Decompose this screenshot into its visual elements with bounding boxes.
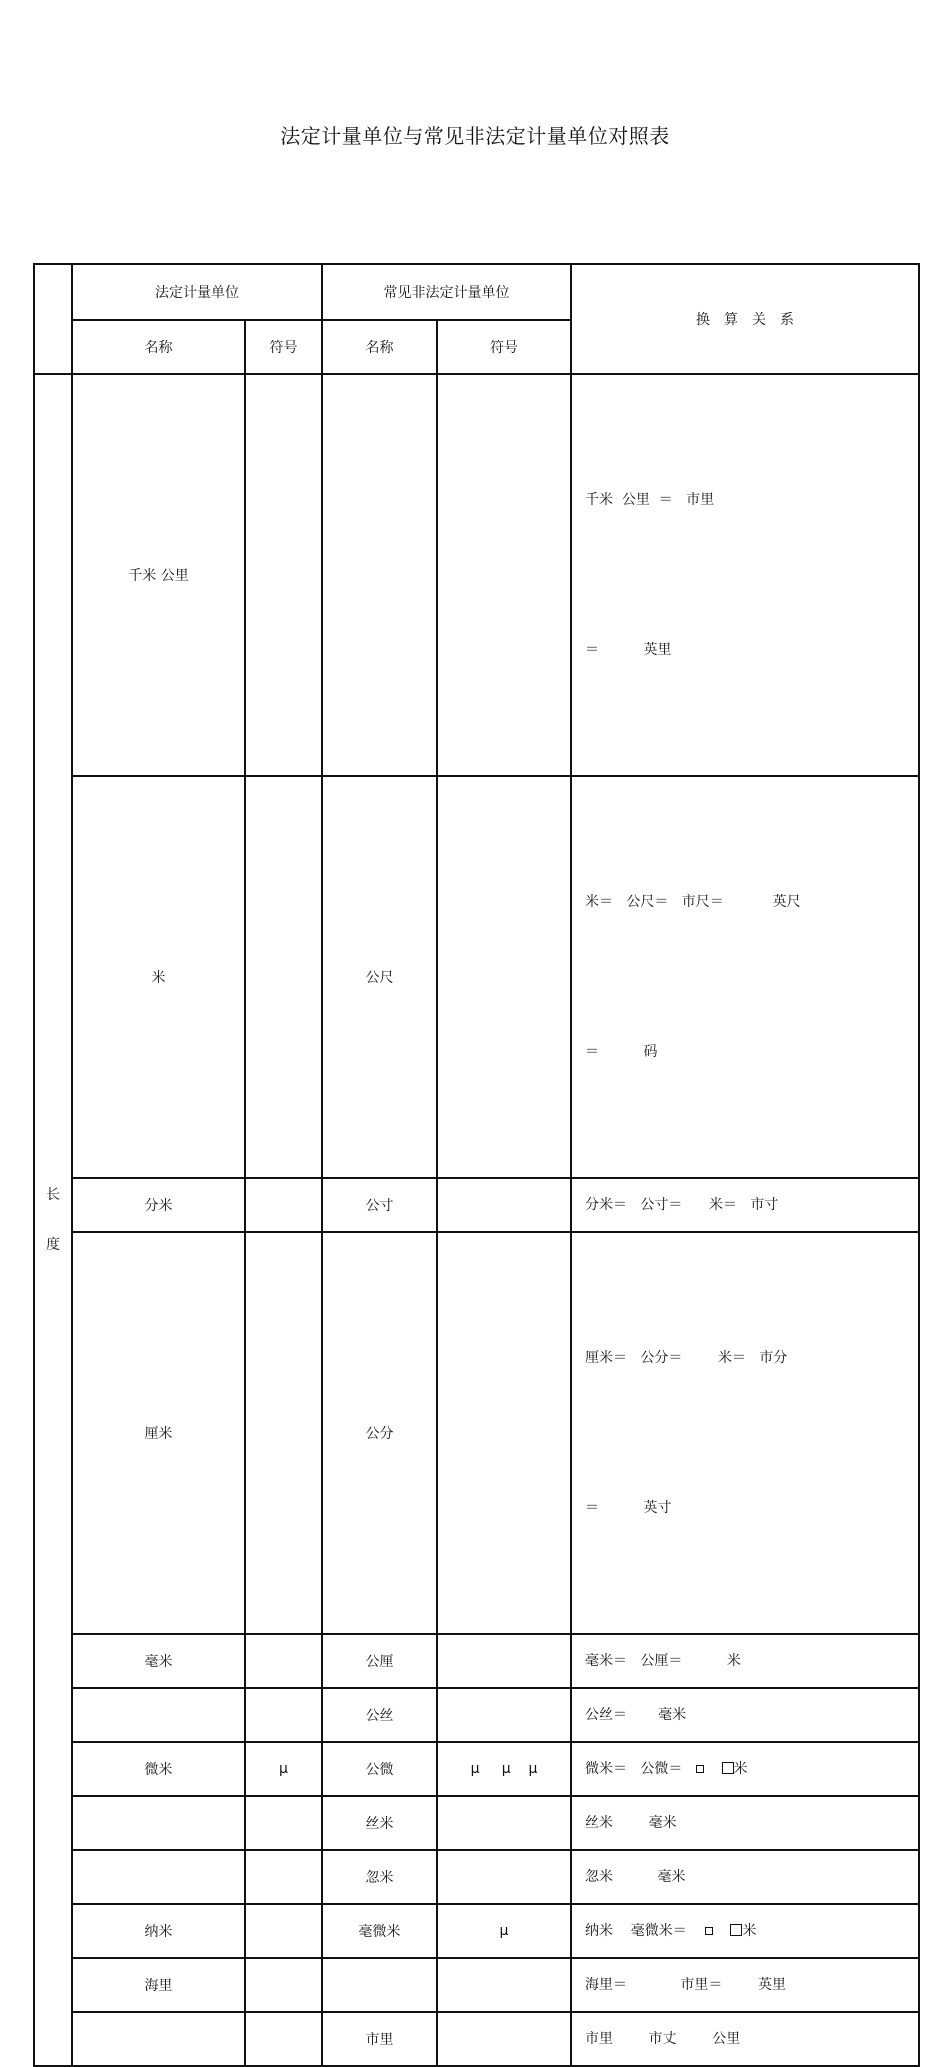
conversion-line: 米＝ 公尺＝ 市尺＝ 英尺 <box>585 894 801 910</box>
nonlegal-name: 公寸 <box>322 1178 437 1232</box>
legal-symbol <box>245 776 322 1178</box>
legal-symbol-header: 符号 <box>245 320 322 374</box>
nonlegal-name <box>322 374 437 776</box>
legal-name <box>72 1688 245 1742</box>
nonlegal-units-header: 常见非法定计量单位 <box>322 264 571 320</box>
table-row <box>34 1958 919 2012</box>
nonlegal-symbol <box>437 1634 571 1688</box>
nonlegal-symbol <box>437 2012 571 2066</box>
nonlegal-symbol: μ <box>437 1904 571 1958</box>
nonlegal-name <box>322 1958 437 2012</box>
nonlegal-symbol <box>437 374 571 776</box>
legal-name: 米 <box>72 776 245 1178</box>
legal-name <box>72 1850 245 1904</box>
conversion-line: ＝ 码 <box>585 1044 658 1060</box>
conversion-cell: 海里＝ 市里＝ 英里 <box>571 1958 919 2012</box>
conversion-cell <box>571 1232 919 1634</box>
category-header-cell <box>34 264 72 374</box>
nonlegal-name: 公分 <box>322 1232 437 1634</box>
conversion-cell: 公丝＝ 毫米 <box>571 1688 919 1742</box>
conversion-text: 纳米 毫微米＝ <box>585 1923 687 1939</box>
conversion-line: ＝ 英寸 <box>585 1500 672 1516</box>
placeholder-square-icon <box>696 1765 704 1773</box>
placeholder-square-icon <box>705 1927 713 1935</box>
table-row <box>34 374 919 776</box>
nonlegal-name: 忽米 <box>322 1850 437 1904</box>
conversion-cell: 分米＝ 公寸＝ 米＝ 市寸 <box>571 1178 919 1232</box>
nonlegal-name: 公尺 <box>322 776 437 1178</box>
category-char: 长 <box>46 1187 60 1203</box>
nonlegal-symbol <box>437 1796 571 1850</box>
nonlegal-name: 丝米 <box>322 1796 437 1850</box>
legal-name: 厘米 <box>72 1232 245 1634</box>
conversion-cell: 丝米 毫米 <box>571 1796 919 1850</box>
legal-name: 毫米 <box>72 1634 245 1688</box>
table-row <box>34 1178 919 1232</box>
table-row <box>34 1796 919 1850</box>
table-row <box>34 1904 919 1958</box>
nonlegal-symbol <box>437 1958 571 2012</box>
table-row <box>34 1742 919 1796</box>
legal-symbol <box>245 1958 322 2012</box>
conversion-cell <box>571 1904 919 1958</box>
conversion-text: 微米＝ 公微＝ <box>585 1761 683 1777</box>
legal-symbol: μ <box>245 1742 322 1796</box>
header-row-1 <box>34 264 919 320</box>
legal-symbol <box>245 1796 322 1850</box>
legal-name-header: 名称 <box>72 320 245 374</box>
nonlegal-name: 市里 <box>322 2012 437 2066</box>
nonlegal-symbol <box>437 1688 571 1742</box>
legal-symbol <box>245 2012 322 2066</box>
legal-name: 分米 <box>72 1178 245 1232</box>
conversion-line: ＝ 英里 <box>585 642 672 658</box>
nonlegal-symbol <box>437 1178 571 1232</box>
table-row <box>34 1688 919 1742</box>
legal-symbol <box>245 1688 322 1742</box>
nonlegal-symbol <box>437 1232 571 1634</box>
legal-name: 纳米 <box>72 1904 245 1958</box>
table-row <box>34 1850 919 1904</box>
conversion-line: 千米 公里 ＝ 市里 <box>585 492 715 508</box>
conversion-cell <box>571 1742 919 1796</box>
nonlegal-name: 毫微米 <box>322 1904 437 1958</box>
legal-name: 海里 <box>72 1958 245 2012</box>
legal-name <box>72 1796 245 1850</box>
table-row <box>34 1232 919 1634</box>
nonlegal-symbol: μ μ μ <box>437 1742 571 1796</box>
table-row <box>34 1634 919 1688</box>
conversion-unit: 米 <box>742 1923 757 1939</box>
nonlegal-name: 公厘 <box>322 1634 437 1688</box>
conversion-cell: 毫米＝ 公厘＝ 米 <box>571 1634 919 1688</box>
legal-symbol <box>245 1232 322 1634</box>
nonlegal-symbol <box>437 776 571 1178</box>
legal-name <box>72 2012 245 2066</box>
category-length <box>34 374 72 2066</box>
conversion-cell: 市里 市丈 公里 <box>571 2012 919 2066</box>
legal-name: 微米 <box>72 1742 245 1796</box>
table-row <box>34 2012 919 2066</box>
legal-symbol <box>245 1178 322 1232</box>
legal-units-header: 法定计量单位 <box>72 264 322 320</box>
legal-symbol <box>245 374 322 776</box>
placeholder-square-icon <box>722 1762 734 1774</box>
legal-symbol <box>245 1850 322 1904</box>
conversion-line: 厘米＝ 公分＝ 米＝ 市分 <box>585 1350 788 1366</box>
nonlegal-name: 公微 <box>322 1742 437 1796</box>
conversion-header: 换 算 关 系 <box>571 264 919 374</box>
table-row <box>34 776 919 1178</box>
nonlegal-symbol-header: 符号 <box>437 320 571 374</box>
placeholder-square-icon <box>730 1924 742 1936</box>
legal-name: 千米 公里 <box>72 374 245 776</box>
unit-comparison-table <box>33 263 920 2067</box>
legal-symbol <box>245 1904 322 1958</box>
conversion-cell <box>571 776 919 1178</box>
conversion-unit: 米 <box>733 1761 748 1777</box>
document-title: 法定计量单位与常见非法定计量单位对照表 <box>280 124 670 148</box>
category-char: 度 <box>46 1237 60 1253</box>
conversion-cell <box>571 374 919 776</box>
conversion-cell: 忽米 毫米 <box>571 1850 919 1904</box>
nonlegal-name: 公丝 <box>322 1688 437 1742</box>
legal-symbol <box>245 1634 322 1688</box>
nonlegal-symbol <box>437 1850 571 1904</box>
nonlegal-name-header: 名称 <box>322 320 437 374</box>
